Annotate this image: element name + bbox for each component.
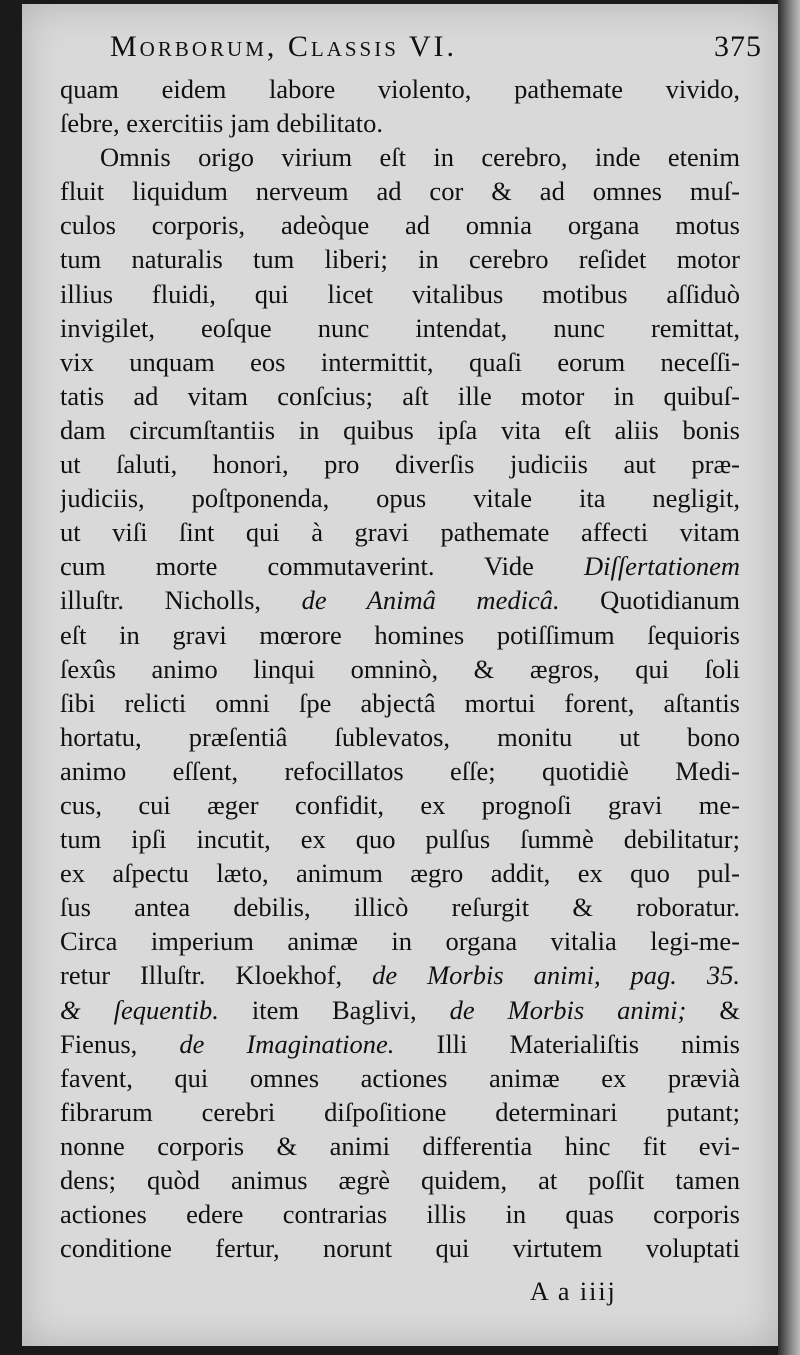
italic-citation: de Morbis animi; [449,994,687,1025]
text-line: hortatu, præſentiâ ſublevatos, monitu ut bono [60,721,740,752]
italic-citation: Diſſertationem [583,551,740,582]
catchword: A a iiij [530,1277,617,1306]
text-line: fluit liquidum nerveum ad cor & ad omnes muſ- [60,176,740,207]
text-line: culos corporis, adeòque ad omnia organa motus [60,210,740,241]
text-line: Omnis origo virium eſt in cerebro, inde etenim [100,142,740,173]
text-line: quam eidem labore violento, pathemate vivido, [60,74,740,104]
text-line: ex aſpectu læto, animum ægro addit, ex quo pul- [60,858,740,889]
text-line: ſebre, exercitiis jam debilitato. [60,108,384,139]
text-line: tum naturalis tum liberi; in cerebro reſidet motor [60,244,740,275]
text-line: Fienus, de Imaginatione. Illi Materialiſtis nimis [60,1028,740,1059]
running-title: Morborum, Classis VI. [110,30,458,63]
text-line: ut viſi ſint qui à gravi pathemate affecti vitam [60,517,740,548]
text-line: cum morte commutaverint. Vide Diſſertationem [60,551,740,582]
text-line: illuſtr. Nicholls, de Animâ medicâ. Quotidianum [60,585,740,616]
text-line: nonne corporis & animi differentia hinc fit evi- [60,1130,740,1161]
text-line: ſexûs animo linqui omninò, & ægros, qui ſoli [60,653,740,684]
text-line: tatis ad vitam conſcius; aſt ille motor in quibuſ- [60,380,740,411]
italic-citation: & ſequentib. [60,994,219,1025]
text-line: eſt in gravi mœrore homines potiſſimum ſequioris [60,619,740,650]
italic-citation: de Imaginatione. [179,1028,395,1059]
running-header [92,30,772,72]
text-line: tum ipſi incutit, ex quo pulſus ſummè debilitatur; [60,824,740,855]
text-line: vix unquam eos intermittit, quaſi eorum neceſſi- [60,346,740,377]
text-line: illius fluidi, qui licet vitalibus motibus aſſiduò [60,278,740,309]
text-line: animo eſſent, refocillatos eſſe; quotidiè Medi- [60,755,740,786]
text-line: dens; quòd animus ægrè quidem, at poſſit tamen [60,1165,740,1195]
italic-citation: de Morbis animi, pag. 35. [372,960,740,991]
page-edge-shadow [778,0,800,1355]
text-line: judiciis, poſtponenda, opus vitale ita negligit, [60,483,740,514]
italic-citation: de Animâ medicâ. [301,585,560,616]
text-line: ſibi relicti omni ſpe abjectâ mortui forent, aſtantis [60,687,740,718]
text-line: dam circumſtantiis in quibus ipſa vita eſt aliis bonis [60,414,740,445]
text-line: actiones edere contrarias illis in quas corporis [60,1199,740,1230]
text-line: favent, qui omnes actiones animæ ex prævià [60,1062,740,1093]
text-line: cus, cui æger confidit, ex prognoſi gravi me- [60,789,740,820]
text-line: ut ſaluti, honori, pro diverſis judiciis aut præ- [60,449,740,480]
text-line: fibrarum cerebri diſpoſitione determinari putant; [60,1096,740,1127]
page-number: 375 [714,30,762,63]
text-line: invigilet, eoſque nunc intendat, nunc remittat, [60,312,740,343]
text-line: & ſequentib. item Baglivi, de Morbis animi; & [60,994,740,1025]
body-text [60,72,740,1265]
text-line: ſus antea debilis, illicò reſurgit & roboratur. [60,892,740,923]
text-line: Circa imperium animæ in organa vitalia legi-me- [60,926,740,957]
text-line: conditione fertur, norunt qui virtutem voluptati [60,1233,740,1264]
text-line: retur Illuſtr. Kloekhof, de Morbis animi, pag. 35. [60,960,740,991]
